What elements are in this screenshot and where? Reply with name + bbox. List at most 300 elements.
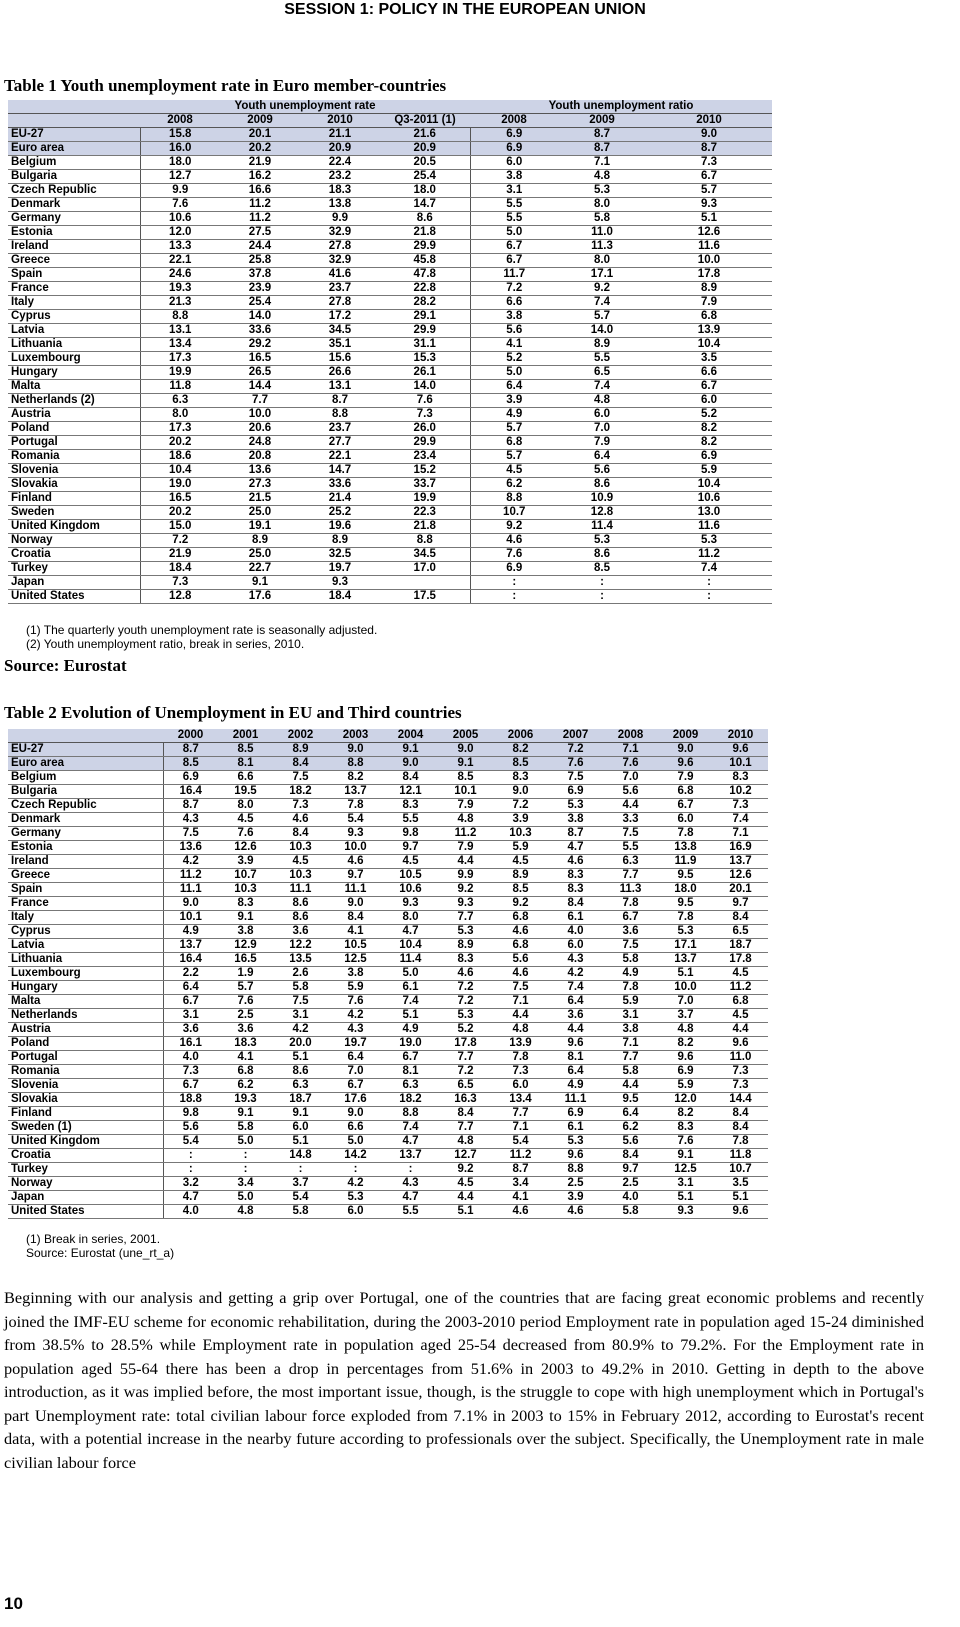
table-row [8,324,772,338]
table-row [8,170,772,184]
table-cell: 3.6 [273,925,328,939]
row-country: Luxembourg [8,352,140,366]
table-cell: 4.6 [548,1205,603,1219]
table-cell: 5.5 [383,1205,438,1219]
table-cell: 12.6 [713,869,768,883]
table-cell: 17.6 [328,1093,383,1107]
table-cell: 4.7 [383,925,438,939]
table-cell: 12.2 [273,939,328,953]
table-cell: 17.3 [140,352,220,366]
table-cell: 6.7 [658,799,713,813]
row-country: Slovakia [8,478,140,492]
table-cell: 8.7 [163,799,218,813]
table-cell: 31.1 [380,338,470,352]
table-cell: 5.6 [493,953,548,967]
table-row [8,422,772,436]
table-row [8,240,772,254]
table-cell: 11.2 [163,869,218,883]
table2-col-header: 2010 [713,729,768,743]
table-cell: 17.2 [300,310,380,324]
table-cell: 4.4 [713,1023,768,1037]
table-cell: 4.5 [493,855,548,869]
row-country: Latvia [8,939,163,953]
table-cell: 7.1 [493,995,548,1009]
table-cell: 6.8 [658,785,713,799]
table-row [8,1051,768,1065]
table-cell: 6.4 [558,450,646,464]
table-cell: 9.6 [658,1051,713,1065]
table-cell: 8.8 [470,492,558,506]
table-row [8,1023,768,1037]
table-cell: 17.3 [140,422,220,436]
table-cell: 6.0 [658,813,713,827]
table-cell: 11.2 [713,981,768,995]
table-cell: 9.5 [658,869,713,883]
table-cell: 19.9 [140,366,220,380]
page-number: 10 [4,1594,23,1613]
table-cell: 9.7 [713,897,768,911]
table-row [8,254,772,268]
table-cell: 5.3 [438,925,493,939]
table-row [8,142,772,156]
table-cell: 14.0 [380,380,470,394]
table-row [8,534,772,548]
table-cell: 10.1 [163,911,218,925]
row-country: Hungary [8,981,163,995]
row-country: Norway [8,1177,163,1191]
table-cell: 9.0 [328,743,383,757]
table-cell: 6.8 [493,911,548,925]
table-cell: 4.8 [558,170,646,184]
table-cell: 35.1 [300,338,380,352]
table-cell: 7.7 [220,394,300,408]
row-country: Czech Republic [8,184,140,198]
row-country: Germany [8,827,163,841]
table-cell: 8.6 [558,478,646,492]
table-cell: 9.5 [658,897,713,911]
table-cell: 2.6 [273,967,328,981]
table-cell: 23.7 [300,422,380,436]
row-country: Netherlands [8,1009,163,1023]
table-cell: 14.0 [558,324,646,338]
table-row [8,352,772,366]
table-cell: 22.1 [140,254,220,268]
table-cell: 16.6 [220,184,300,198]
row-country: Germany [8,212,140,226]
table-cell: 6.8 [646,310,772,324]
table-cell: 8.4 [273,757,328,771]
table-cell: 11.1 [328,883,383,897]
table-cell: 11.2 [220,212,300,226]
table-cell: 7.8 [658,827,713,841]
table-cell: 8.0 [218,799,273,813]
table-cell: 4.6 [470,534,558,548]
table-cell: 3.4 [218,1177,273,1191]
table-cell: 2.5 [603,1177,658,1191]
table-cell: 10.0 [328,841,383,855]
table-cell: 18.8 [163,1093,218,1107]
row-country: United Kingdom [8,1135,163,1149]
table-cell: 17.6 [220,590,300,604]
table-cell: 5.3 [548,1135,603,1149]
table-cell: 6.1 [548,911,603,925]
table-cell: 27.3 [220,478,300,492]
table-cell: 5.1 [658,967,713,981]
table-cell: 7.2 [470,282,558,296]
table-cell: 22.3 [380,506,470,520]
table-cell: 7.9 [658,771,713,785]
table-cell: 4.8 [438,1135,493,1149]
table-cell: 23.2 [300,170,380,184]
table-cell: 4.6 [493,1205,548,1219]
table-cell: 6.9 [470,142,558,156]
table-cell: 17.8 [438,1037,493,1051]
table-row [8,1079,768,1093]
table-row [8,184,772,198]
table-cell: 5.8 [273,1205,328,1219]
table-cell: 4.5 [713,967,768,981]
table-cell: 6.9 [658,1065,713,1079]
table-cell: 7.7 [438,1051,493,1065]
table-row [8,1065,768,1079]
table-cell: 8.7 [163,743,218,757]
table-cell: 11.7 [470,268,558,282]
unemployment-evolution-table [8,729,768,1219]
row-country: Lithuania [8,338,140,352]
table-cell: 4.0 [603,1191,658,1205]
table-cell: 8.8 [328,757,383,771]
row-country: Poland [8,1037,163,1051]
table-cell: 41.6 [300,268,380,282]
table-cell: 11.6 [646,520,772,534]
table-cell: 5.4 [273,1191,328,1205]
table-cell: 5.3 [328,1191,383,1205]
table-cell: 8.3 [438,953,493,967]
table-cell: 12.5 [658,1163,713,1177]
table-row [8,366,772,380]
table-cell: 5.0 [218,1191,273,1205]
table-cell: 12.0 [658,1093,713,1107]
table-cell: 5.0 [470,226,558,240]
table-cell: 9.6 [658,757,713,771]
table-cell: 5.3 [558,534,646,548]
table-cell: 8.4 [713,1121,768,1135]
row-country: Austria [8,1023,163,1037]
table-cell: 3.1 [658,1177,713,1191]
table-cell: 6.0 [273,1121,328,1135]
table-cell: 13.3 [140,240,220,254]
table-cell: 8.7 [493,1163,548,1177]
row-country: Cyprus [8,925,163,939]
table-cell: 7.9 [438,841,493,855]
row-country: Romania [8,450,140,464]
table-cell: 7.0 [603,771,658,785]
table-cell: 11.6 [646,240,772,254]
table-cell: 3.8 [470,170,558,184]
table-cell: 6.1 [548,1121,603,1135]
table-cell: 34.5 [300,324,380,338]
table-cell: 7.1 [603,1037,658,1051]
table-cell: 18.6 [140,450,220,464]
table-cell: 7.0 [558,422,646,436]
row-country: Denmark [8,813,163,827]
table-cell: 6.3 [603,855,658,869]
table-cell: 11.1 [548,1093,603,1107]
table-cell: 5.0 [470,366,558,380]
table-cell: 8.2 [646,422,772,436]
table-cell: 5.9 [493,841,548,855]
table-cell: 18.4 [140,562,220,576]
row-country: Greece [8,869,163,883]
table-cell: 7.6 [140,198,220,212]
table-cell: 4.5 [383,855,438,869]
table-cell: 8.9 [220,534,300,548]
table-cell: 10.3 [493,827,548,841]
table-cell: 7.5 [163,827,218,841]
table-cell: 16.9 [713,841,768,855]
table-row [8,981,768,995]
table-cell: 13.7 [658,953,713,967]
row-country: Cyprus [8,310,140,324]
table-cell: 9.1 [218,911,273,925]
table-cell: 5.3 [558,184,646,198]
table-cell: 7.1 [493,1121,548,1135]
table-cell: 10.3 [218,883,273,897]
table-row [8,128,772,142]
table-cell: 8.0 [558,254,646,268]
table-cell: 9.9 [438,869,493,883]
table-cell: 21.9 [220,156,300,170]
row-country: Poland [8,422,140,436]
table-cell: 8.6 [380,212,470,226]
table-cell: 4.2 [548,967,603,981]
table-cell: 8.4 [383,771,438,785]
table-cell: 5.1 [438,1205,493,1219]
table1-col-header: 2008 [140,114,220,128]
table-cell: 4.7 [383,1191,438,1205]
table-cell: 7.5 [548,771,603,785]
table-cell: 13.8 [300,198,380,212]
table-cell: 3.1 [163,1009,218,1023]
table-cell: 11.1 [273,883,328,897]
table2-col-header: 2004 [383,729,438,743]
table-cell: 8.6 [558,548,646,562]
table-row [8,338,772,352]
table-cell: 10.9 [558,492,646,506]
table-cell: 29.2 [220,338,300,352]
table-row [8,813,768,827]
table-cell: 8.0 [558,198,646,212]
table-cell: 7.6 [603,757,658,771]
table-cell: 5.4 [328,813,383,827]
table-cell: 5.7 [218,981,273,995]
table-cell: 9.0 [328,1107,383,1121]
table-cell: 18.0 [380,184,470,198]
row-country: Portugal [8,436,140,450]
table-cell: 11.0 [713,1051,768,1065]
table-cell: 19.1 [220,520,300,534]
row-country: United States [8,590,140,604]
table-cell: 8.1 [218,757,273,771]
table-cell: 33.6 [300,478,380,492]
table-cell: 12.6 [218,841,273,855]
table-cell: 9.3 [300,576,380,590]
table-cell: 21.8 [380,226,470,240]
table-row [8,743,768,757]
table1-col-header: 2010 [646,114,772,128]
table-cell: 8.2 [658,1107,713,1121]
table-cell: 5.9 [603,995,658,1009]
table-cell: 10.4 [646,338,772,352]
table-cell: 7.6 [218,995,273,1009]
table-cell: 24.6 [140,268,220,282]
table-cell: 5.8 [218,1121,273,1135]
table-cell: 4.6 [273,813,328,827]
table-cell: 20.9 [380,142,470,156]
row-country: Croatia [8,548,140,562]
table-cell: 13.7 [163,939,218,953]
table-cell: 9.0 [646,128,772,142]
table-cell: 5.8 [558,212,646,226]
table-cell: 10.4 [383,939,438,953]
table-cell: 8.8 [300,408,380,422]
table1-col-header: 2008 [470,114,558,128]
table-row [8,408,772,422]
table-cell: 5.8 [603,1065,658,1079]
table-cell: 17.8 [713,953,768,967]
table-cell: 4.3 [548,953,603,967]
table-cell: 13.1 [140,324,220,338]
row-country: Belgium [8,156,140,170]
row-country: Ireland [8,240,140,254]
table-cell: 12.1 [383,785,438,799]
table-cell: 9.1 [658,1149,713,1163]
row-country: United States [8,1205,163,1219]
table-cell: 7.1 [713,827,768,841]
row-country: EU-27 [8,743,163,757]
table-cell: 5.9 [328,981,383,995]
table-cell: 6.4 [603,1107,658,1121]
table-cell: 6.0 [548,939,603,953]
table-cell: 5.6 [558,464,646,478]
table-cell: 9.3 [328,827,383,841]
table-cell: 7.0 [658,995,713,1009]
table1-note-1: (1) The quarterly youth unemployment rate is seasonally adjusted. [26,623,378,637]
table-cell: 2.5 [218,1009,273,1023]
table-cell: 18.7 [273,1093,328,1107]
table-cell: 17.5 [380,590,470,604]
table-cell: 3.8 [328,967,383,981]
row-country: Sweden (1) [8,1121,163,1135]
table-cell: 22.1 [300,450,380,464]
table-cell: 8.4 [603,1149,658,1163]
table1-col-header: 2010 [300,114,380,128]
table-cell: 3.1 [273,1009,328,1023]
table-cell: 47.8 [380,268,470,282]
table-cell: 9.2 [493,897,548,911]
table-cell: 7.3 [713,1065,768,1079]
table-cell: 11.2 [220,198,300,212]
table-cell: 10.2 [713,785,768,799]
table-cell: 9.1 [220,576,300,590]
table-cell: : [218,1149,273,1163]
table-cell: 4.8 [218,1205,273,1219]
table-cell: 8.4 [713,911,768,925]
table-cell: 18.7 [713,939,768,953]
table-cell: 4.1 [218,1051,273,1065]
table-cell: 7.8 [603,897,658,911]
table-row [8,869,768,883]
row-country: Netherlands (2) [8,394,140,408]
table-row [8,855,768,869]
table-cell: 4.5 [438,1177,493,1191]
table-cell: 4.4 [603,799,658,813]
table-cell: 10.5 [383,869,438,883]
table-cell: 8.6 [273,1065,328,1079]
table-cell: 10.6 [383,883,438,897]
table-cell: 7.5 [273,771,328,785]
table-cell: 33.7 [380,478,470,492]
table-cell: 3.6 [548,1009,603,1023]
table-cell: 7.8 [713,1135,768,1149]
table-cell: 18.0 [140,156,220,170]
table-row [8,1177,768,1191]
table-cell: 5.5 [470,212,558,226]
table-cell: 4.4 [603,1079,658,1093]
table-cell: 29.9 [380,436,470,450]
table-cell: 37.8 [220,268,300,282]
table-cell: 8.5 [493,883,548,897]
table-cell: 5.7 [470,422,558,436]
table-cell: 10.6 [646,492,772,506]
table-cell: 8.3 [493,771,548,785]
table-cell: : [163,1163,218,1177]
table-cell: 6.8 [218,1065,273,1079]
table-cell: 9.1 [218,1107,273,1121]
table-cell: 4.4 [548,1023,603,1037]
table-cell: 7.6 [380,394,470,408]
table-cell: 3.5 [646,352,772,366]
table-cell: 6.4 [163,981,218,995]
table-cell: 5.2 [646,408,772,422]
table-cell: 9.6 [713,1205,768,1219]
row-country: Turkey [8,1163,163,1177]
table-cell: 4.9 [548,1079,603,1093]
table-cell: 11.2 [646,548,772,562]
table-row [8,967,768,981]
table-cell: 5.7 [646,184,772,198]
youth-unemployment-table [8,100,772,604]
table-cell: 6.4 [470,380,558,394]
table-cell: 29.9 [380,240,470,254]
row-country: Bulgaria [8,170,140,184]
table-row [8,296,772,310]
table-cell: 5.1 [658,1191,713,1205]
table-cell: 7.2 [438,981,493,995]
table-cell: 11.2 [493,1149,548,1163]
table-cell: 4.1 [328,925,383,939]
table-cell: 10.7 [218,869,273,883]
table-cell: 13.9 [493,1037,548,1051]
table-row [8,1037,768,1051]
table-cell: 3.2 [163,1177,218,1191]
table-cell: 7.0 [328,1065,383,1079]
table-cell: 5.6 [163,1121,218,1135]
table-row [8,897,768,911]
table-cell: 8.5 [493,757,548,771]
table-cell: 6.3 [140,394,220,408]
table-row [8,464,772,478]
